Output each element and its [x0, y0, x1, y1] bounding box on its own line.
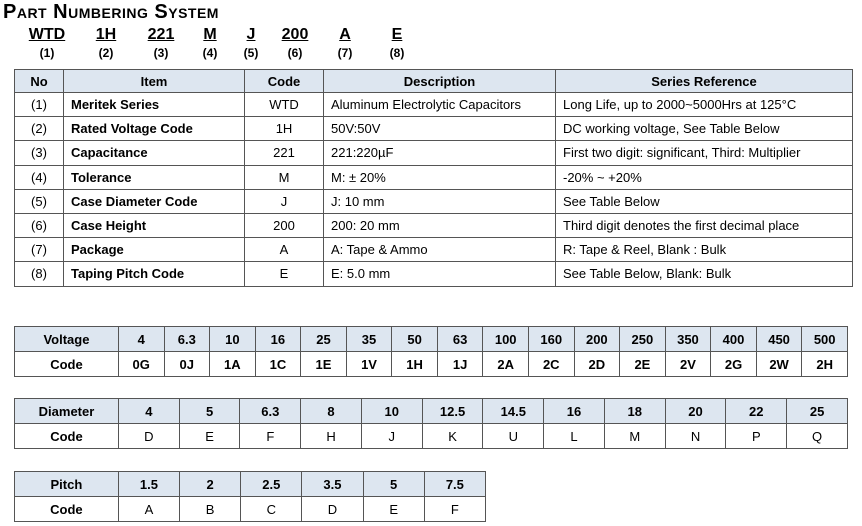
- value-cell: 1.5: [118, 472, 179, 497]
- row-item: Tolerance: [64, 165, 245, 189]
- value-cell: 10: [210, 327, 256, 352]
- value-cell: 5: [363, 472, 424, 497]
- value-cell: 63: [437, 327, 483, 352]
- row-description: 221:220µF: [324, 141, 556, 165]
- part-index-3: (3): [153, 46, 169, 60]
- row-series-reference: -20% ~ +20%: [556, 165, 853, 189]
- value-cell: 450: [756, 327, 802, 352]
- table-row: [15, 189, 853, 213]
- col-header-item: Item: [64, 70, 245, 93]
- value-cell: 12.5: [422, 399, 483, 424]
- part-code-1: WTD: [28, 26, 66, 43]
- code-cell: 1V: [346, 352, 392, 377]
- diameter-label: Diameter: [15, 399, 119, 424]
- row-description: 200: 20 mm: [324, 213, 556, 237]
- col-header-series-reference: Series Reference: [556, 70, 853, 93]
- diameter-row: [15, 399, 848, 424]
- value-cell: 18: [604, 399, 665, 424]
- code-cell: 0J: [164, 352, 210, 377]
- row-item: Capacitance: [64, 141, 245, 165]
- code-cell: U: [483, 424, 544, 449]
- value-cell: 22: [726, 399, 787, 424]
- part-index-4: (4): [202, 46, 218, 60]
- code-cell: 1A: [210, 352, 256, 377]
- table-header-row: [15, 70, 853, 93]
- code-cell: 2C: [528, 352, 574, 377]
- row-item: Package: [64, 238, 245, 262]
- value-cell: 200: [574, 327, 620, 352]
- row-description: E: 5.0 mm: [324, 262, 556, 286]
- part-index-7: (7): [337, 46, 353, 60]
- row-code: 1H: [245, 117, 324, 141]
- value-cell: 3.5: [302, 472, 363, 497]
- value-cell: 8: [301, 399, 362, 424]
- row-description: M: ± 20%: [324, 165, 556, 189]
- code-cell: B: [180, 497, 241, 522]
- table-row: [15, 141, 853, 165]
- pitch-code-row: [15, 497, 486, 522]
- row-item: Taping Pitch Code: [64, 262, 245, 286]
- value-cell: 25: [787, 399, 848, 424]
- value-cell: 35: [346, 327, 392, 352]
- part-index-8: (8): [389, 46, 405, 60]
- row-description: J: 10 mm: [324, 189, 556, 213]
- row-series-reference: First two digit: significant, Third: Multiplier: [556, 141, 853, 165]
- value-cell: 5: [179, 399, 240, 424]
- row-series-reference: DC working voltage, See Table Below: [556, 117, 853, 141]
- code-cell: 2D: [574, 352, 620, 377]
- pitch-row: [15, 472, 486, 497]
- code-cell: 2W: [756, 352, 802, 377]
- row-code: E: [245, 262, 324, 286]
- row-series-reference: See Table Below, Blank: Bulk: [556, 262, 853, 286]
- code-cell: 1C: [255, 352, 301, 377]
- voltage-label: Voltage: [15, 327, 119, 352]
- row-description: Aluminum Electrolytic Capacitors: [324, 93, 556, 117]
- table-row: [15, 117, 853, 141]
- row-no: (1): [15, 93, 64, 117]
- part-code-2: 1H: [95, 26, 117, 43]
- value-cell: 250: [620, 327, 666, 352]
- code-cell: F: [424, 497, 485, 522]
- value-cell: 14.5: [483, 399, 544, 424]
- code-cell: E: [179, 424, 240, 449]
- row-item: Rated Voltage Code: [64, 117, 245, 141]
- row-no: (6): [15, 213, 64, 237]
- code-cell: 2V: [665, 352, 711, 377]
- row-code: 221: [245, 141, 324, 165]
- code-cell: 0G: [118, 352, 164, 377]
- row-no: (7): [15, 238, 64, 262]
- page-title: Part Numbering System: [3, 1, 219, 23]
- value-cell: 2.5: [241, 472, 302, 497]
- value-cell: 20: [665, 399, 726, 424]
- row-item: Meritek Series: [64, 93, 245, 117]
- value-cell: 350: [665, 327, 711, 352]
- part-index-2: (2): [98, 46, 114, 60]
- value-cell: 50: [392, 327, 438, 352]
- code-cell: 2E: [620, 352, 666, 377]
- col-header-code: Code: [245, 70, 324, 93]
- col-header-no: No: [15, 70, 64, 93]
- value-cell: 4: [118, 327, 164, 352]
- pitch-code-label: Code: [15, 497, 119, 522]
- part-numbering-table: [14, 69, 853, 287]
- voltage-code-label: Code: [15, 352, 119, 377]
- row-code: 200: [245, 213, 324, 237]
- value-cell: 6.3: [164, 327, 210, 352]
- code-cell: H: [301, 424, 362, 449]
- row-no: (5): [15, 189, 64, 213]
- row-series-reference: R: Tape & Reel, Blank : Bulk: [556, 238, 853, 262]
- code-cell: C: [241, 497, 302, 522]
- code-cell: 2G: [711, 352, 757, 377]
- diameter-code-table: [14, 398, 848, 449]
- col-header-description: Description: [324, 70, 556, 93]
- code-cell: D: [118, 424, 179, 449]
- row-description: 50V:50V: [324, 117, 556, 141]
- code-cell: D: [302, 497, 363, 522]
- row-series-reference: See Table Below: [556, 189, 853, 213]
- part-code-8: E: [391, 26, 403, 43]
- code-cell: 2A: [483, 352, 529, 377]
- value-cell: 4: [118, 399, 179, 424]
- code-cell: A: [118, 497, 179, 522]
- table-row: [15, 262, 853, 286]
- value-cell: 10: [361, 399, 422, 424]
- value-cell: 25: [301, 327, 347, 352]
- value-cell: 6.3: [240, 399, 301, 424]
- row-item: Case Height: [64, 213, 245, 237]
- voltage-code-table: [14, 326, 848, 377]
- code-cell: 2H: [802, 352, 848, 377]
- code-cell: L: [544, 424, 605, 449]
- value-cell: 400: [711, 327, 757, 352]
- row-series-reference: Long Life, up to 2000~5000Hrs at 125°C: [556, 93, 853, 117]
- part-code-6: 200: [281, 26, 309, 43]
- table-row: [15, 213, 853, 237]
- code-cell: J: [361, 424, 422, 449]
- diameter-code-label: Code: [15, 424, 119, 449]
- code-cell: F: [240, 424, 301, 449]
- value-cell: 100: [483, 327, 529, 352]
- diameter-code-row: [15, 424, 848, 449]
- value-cell: 2: [180, 472, 241, 497]
- table-row: [15, 93, 853, 117]
- value-cell: 16: [544, 399, 605, 424]
- row-code: A: [245, 238, 324, 262]
- row-no: (4): [15, 165, 64, 189]
- code-cell: E: [363, 497, 424, 522]
- part-index-6: (6): [287, 46, 303, 60]
- table-row: [15, 238, 853, 262]
- part-code-4: M: [203, 26, 217, 43]
- voltage-row: [15, 327, 848, 352]
- code-cell: Q: [787, 424, 848, 449]
- code-cell: 1J: [437, 352, 483, 377]
- row-item: Case Diameter Code: [64, 189, 245, 213]
- code-cell: 1H: [392, 352, 438, 377]
- value-cell: 500: [802, 327, 848, 352]
- table-row: [15, 165, 853, 189]
- value-cell: 160: [528, 327, 574, 352]
- value-cell: 16: [255, 327, 301, 352]
- part-index-1: (1): [39, 46, 55, 60]
- code-cell: 1E: [301, 352, 347, 377]
- row-code: J: [245, 189, 324, 213]
- row-no: (3): [15, 141, 64, 165]
- voltage-code-row: [15, 352, 848, 377]
- pitch-code-table: [14, 471, 486, 522]
- row-code: M: [245, 165, 324, 189]
- row-no: (2): [15, 117, 64, 141]
- part-code-5: J: [246, 26, 256, 43]
- code-cell: K: [422, 424, 483, 449]
- part-index-5: (5): [243, 46, 259, 60]
- row-no: (8): [15, 262, 64, 286]
- row-series-reference: Third digit denotes the first decimal place: [556, 213, 853, 237]
- code-cell: N: [665, 424, 726, 449]
- pitch-label: Pitch: [15, 472, 119, 497]
- part-code-3: 221: [147, 26, 175, 43]
- part-code-7: A: [339, 26, 351, 43]
- row-description: A: Tape & Ammo: [324, 238, 556, 262]
- code-cell: P: [726, 424, 787, 449]
- value-cell: 7.5: [424, 472, 485, 497]
- code-cell: M: [604, 424, 665, 449]
- row-code: WTD: [245, 93, 324, 117]
